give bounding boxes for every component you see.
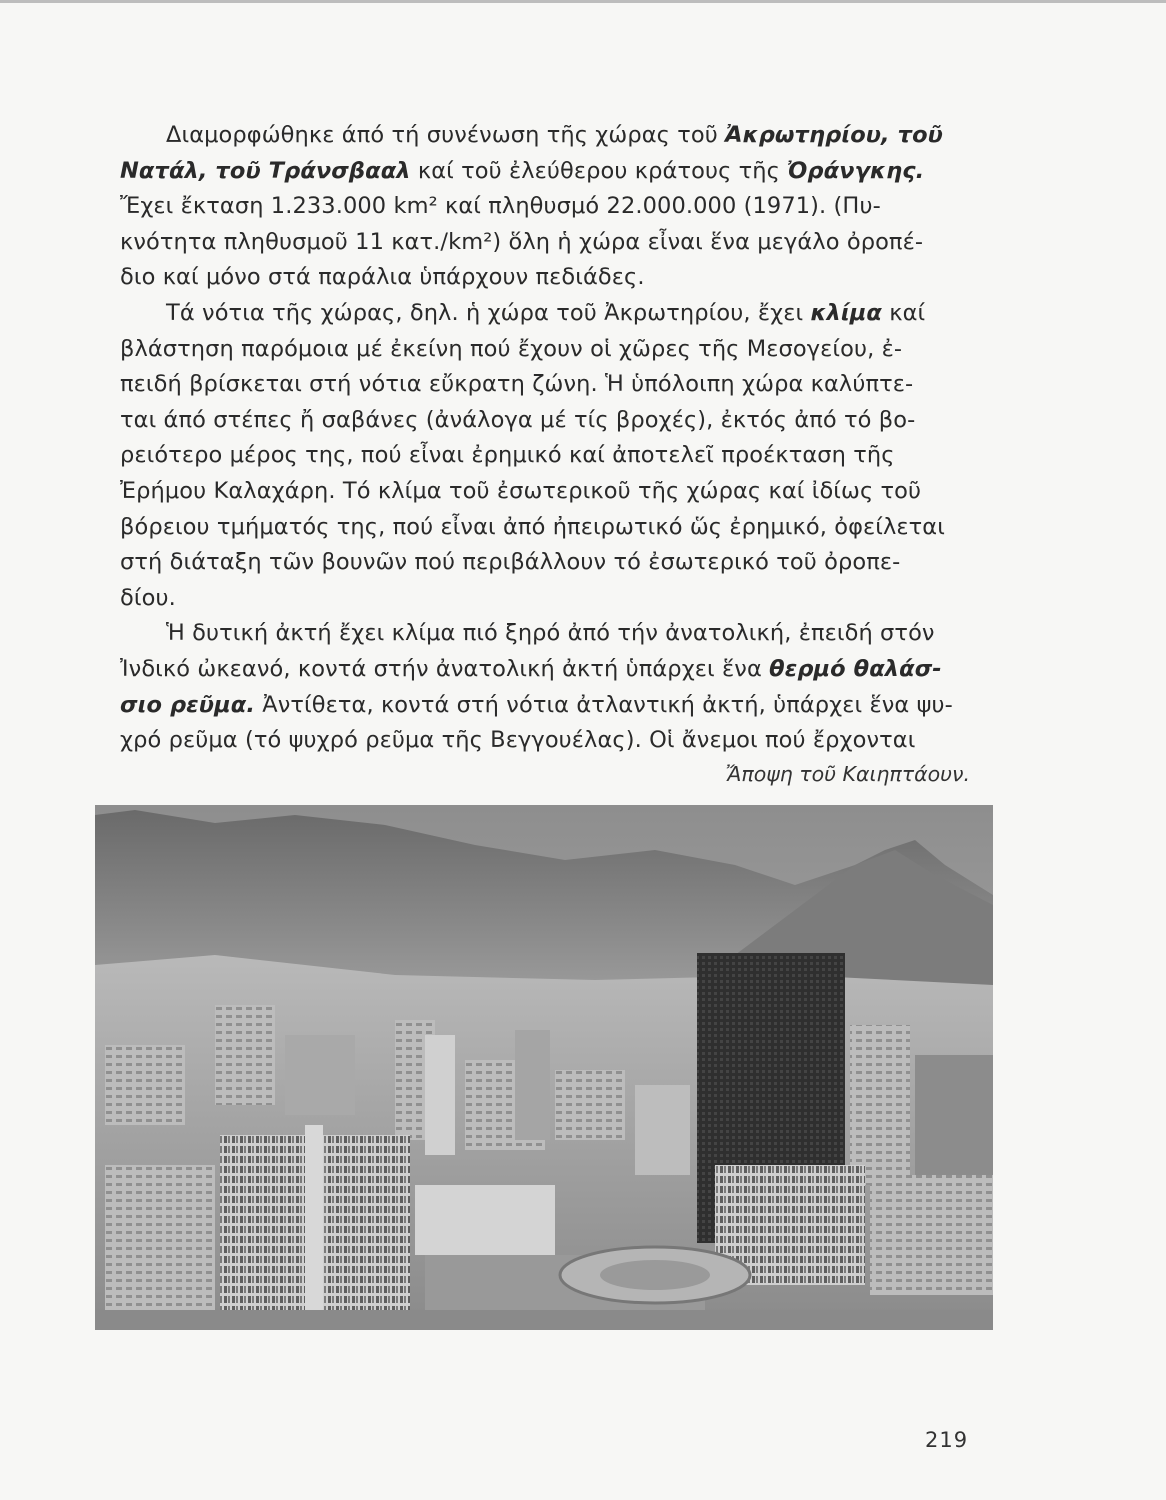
text-line: βόρειου τμήματός της, πού εἶναι ἀπό ἠπειρωτικό ὥς ἐρημικό, ὀφείλεται [120, 513, 945, 540]
text-run: καί [881, 299, 926, 326]
text-line: Ἡ δυτική ἀκτή ἔχει κλίμα πιό ξηρό ἀπό τήν ἀνατολική, ἐπειδή στόν [166, 620, 935, 647]
text-run: Τά νότια τῆς χώρας, δηλ. ἡ χώρα τοῦ Ἀκρωτηρίου, ἔχει [166, 299, 811, 326]
text-line: πειδή βρίσκεται στή νότια εὔκρατη ζώνη. Ἡ ὑπόλοιπη χώρα καλύπτε- [120, 371, 914, 398]
emphasis-term: Ὀράνγκης. [787, 157, 925, 184]
text-line: κνότητα πληθυσμοῦ 11 κατ./km²) ὅλη ἡ χώρα εἶναι ἕνα μεγάλο ὀροπέ- [120, 228, 924, 255]
body-text [120, 118, 968, 759]
text-line [120, 652, 968, 688]
scan-top-edge [0, 0, 1166, 3]
text-run: καί τοῦ ἐλεύθερου κράτους τῆς [410, 157, 788, 184]
text-line: Ἐρήμου Καλαχάρη. Τό κλίμα τοῦ ἐσωτερικοῦ τῆς χώρας καί ἰδίως τοῦ [120, 477, 922, 504]
cape-town-photo [95, 805, 993, 1330]
text-line: χρό ρεῦμα (τό ψυχρό ρεῦμα τῆς Βεγγουέλας). Οἱ ἄνεμοι πού ἔρχονται [120, 727, 916, 754]
text-line: στή διάταξη τῶν βουνῶν πού περιβάλλουν τό ἐσωτερικό τοῦ ὀροπε- [120, 549, 901, 576]
emphasis-term: Ἀκρωτηρίου, τοῦ [725, 122, 943, 148]
emphasis-term: Νατάλ, τοῦ Τράνσβααλ [120, 157, 411, 184]
text-run: Ἰνδικό ὠκεανό, κοντά στήν ἀνατολική ἀκτή ὑπάρχει ἕνα [120, 655, 770, 682]
text-line: διο καί μόνο στά παράλια ὑπάρχουν πεδιάδες. [120, 264, 645, 291]
text-line [120, 688, 968, 724]
emphasis-term: κλίμα [810, 299, 882, 326]
emphasis-term: θερμό θαλάσ- [769, 655, 942, 682]
text-line: βλάστηση παρόμοια μέ ἐκείνη πού ἔχουν οἱ χῶρες τῆς Μεσογείου, ἐ- [120, 335, 903, 362]
text-run: Διαμορφώθηκε άπό τή συνένωση τῆς χώρας τοῦ [166, 122, 726, 148]
page-number: 219 [925, 1428, 969, 1452]
emphasis-term: σιο ρεῦμα. [120, 691, 255, 718]
text-line [120, 118, 968, 154]
text-line: ται άπό στέπες ἤ σαβάνες (ἀνάλογα μέ τίς βροχές), ἐκτός ἀπό τό βο- [120, 406, 916, 433]
text-line: ρειότερο μέρος της, πού εἶναι ἐρημικό καί ἀποτελεῖ προέκταση τῆς [120, 442, 895, 469]
text-line [120, 296, 968, 332]
text-line: δίου. [120, 584, 176, 611]
text-line [120, 154, 968, 190]
text-line: Ἔχει ἔκταση 1.233.000 km² καί πληθυσμό 22.000.000 (1971). (Πυ- [120, 193, 881, 220]
photo-caption: Ἄποψη τοῦ Καιηπτάουν. [725, 762, 970, 786]
text-run: Ἀντίθετα, κοντά στή νότια ἀτλαντική ἀκτή, ὑπάρχει ἕνα ψυ- [254, 691, 953, 718]
